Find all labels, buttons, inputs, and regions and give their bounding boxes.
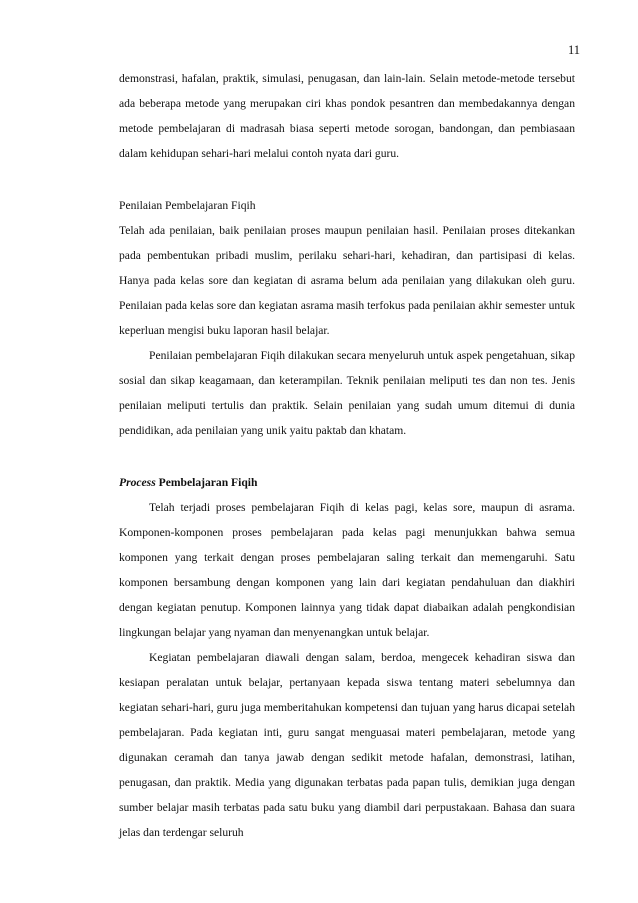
assessment-paragraph-1: Telah ada penilaian, baik penilaian proses maupun penilaian hasil. Penilaian proses ditekankan pada pembentukan pribadi muslim, perilaku sehari-hari, kehadiran, dan partisipasi di kelas. Hanya pada kelas sore dan kegiatan di asrama belum ada penilaian yang dilakukan oleh guru. Penilaian pada kelas sore dan kegiatan asrama masih terfokus pada penilaian akhir semester untuk keperluan mengisi buku laporan hasil belajar. (119, 224, 575, 337)
section-spacer (119, 443, 575, 470)
process-paragraph-2: Kegiatan pembelajaran diawali dengan salam, berdoa, mengecek kehadiran siswa dan kesiapan peralatan untuk belajar, pertanyaan kepada siswa tentang materi sebelumnya dan kegiatan sehari-hari, guru juga memberitahukan kompetensi dan tujuan yang harus dicapai setelah pembelajaran. Pada kegiatan inti, guru sangat menguasai materi pembelajaran, metode yang digunakan ceramah dan tanya jawab dengan sedikit metode hafalan, demonstrasi, latihan, penugasan, dan praktik. Media yang digunakan terbatas pada papan tulis, demikian juga dengan sumber belajar masih terbatas pada satu buku yang diambil dari perpustakaan. Bahasa dan suara jelas dan terdengar seluruh (119, 651, 575, 839)
process-paragraph-1: Telah terjadi proses pembelajaran Fiqih di kelas pagi, kelas sore, maupun di asrama. Komponen-komponen proses pembelajaran pada kelas pagi menunjukkan bahwa semua komponen yang terkait dengan proses pembelajaran saling terkait dan memengaruhi. Satu komponen bersambung dengan komponen yang lain dari kegiatan pendahuluan dan diakhiri dengan kegiatan penutup. Komponen lainnya yang tidak dapat diabaikan adalah pengkondisian lingkungan belajar yang nyaman dan menyenangkan untuk belajar. (119, 501, 575, 639)
page-number: 11 (567, 43, 580, 57)
heading-rest-part: Pembelajaran Fiqih (155, 476, 258, 489)
document-body (119, 66, 575, 845)
section-heading-assessment: Penilaian Pembelajaran Fiqih (119, 199, 256, 212)
heading-italic-part: Process (119, 476, 156, 489)
section-heading-process (119, 470, 575, 495)
assessment-paragraph-2: Penilaian pembelajaran Fiqih dilakukan secara menyeluruh untuk aspek pengetahuan, sikap sosial dan sikap keagamaan, dan keterampilan. Teknik penilaian meliputi tes dan non tes. Jenis penilaian meliputi tertulis dan praktik. Selain penilaian yang sudah umum ditemui di dunia pendidikan, ada penilaian yang unik yaitu paktab dan khatam. (119, 349, 575, 437)
intro-paragraph: demonstrasi, hafalan, praktik, simulasi, penugasan, dan lain-lain. Selain metode-metode tersebut ada beberapa metode yang merupakan ciri khas pondok pesantren dan membedakannya dengan metode pembelajaran di madrasah biasa seperti metode sorogan, bandongan, dan pembiasaan dalam kehidupan sehari-hari melalui contoh nyata dari guru. (119, 72, 575, 160)
section-spacer (119, 166, 575, 193)
